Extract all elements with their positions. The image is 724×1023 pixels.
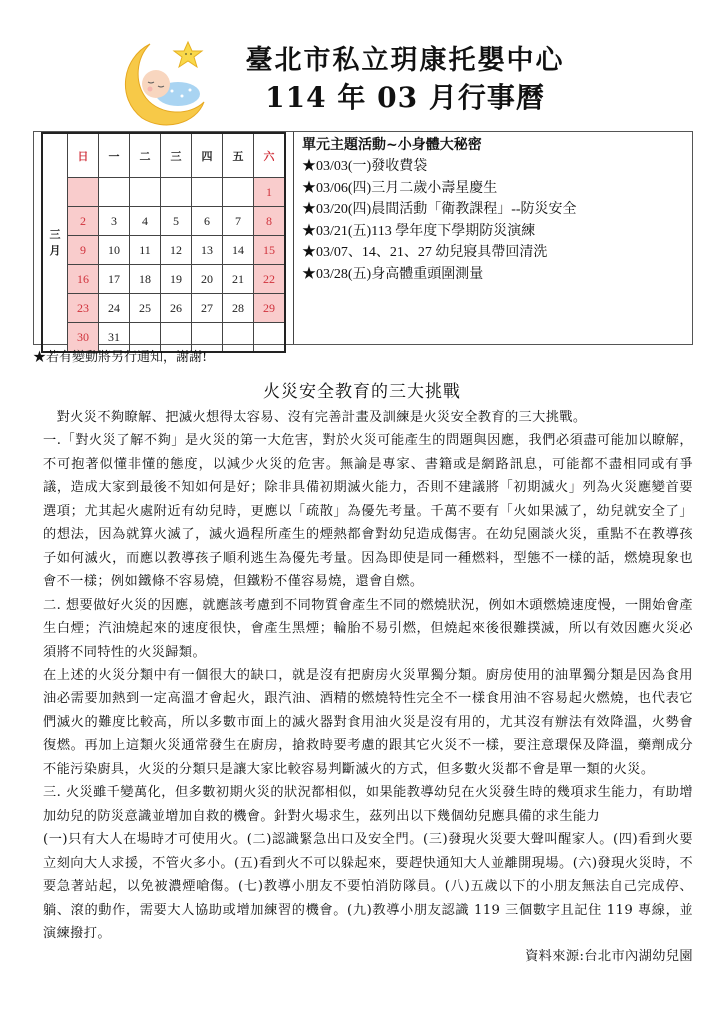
weekday-sat: 六 bbox=[254, 133, 286, 178]
weekday-header-row bbox=[42, 133, 285, 178]
day-cell: 26 bbox=[161, 294, 192, 323]
day-cell: 1 bbox=[254, 178, 286, 207]
day-cell: 7 bbox=[223, 207, 254, 236]
day-cell: 28 bbox=[223, 294, 254, 323]
calendar-table bbox=[41, 132, 286, 353]
day-cell: 31 bbox=[99, 323, 130, 353]
day-cell: 22 bbox=[254, 265, 286, 294]
day-cell: 16 bbox=[68, 265, 99, 294]
weekday-fri: 五 bbox=[223, 133, 254, 178]
article-heading: 火災安全教育的三大挑戰 bbox=[263, 382, 461, 402]
day-cell bbox=[130, 178, 161, 207]
article-body bbox=[43, 406, 693, 969]
day-cell: 2 bbox=[68, 207, 99, 236]
article-source: 資料來源:台北市內湖幼兒園 bbox=[525, 949, 693, 965]
event-item: ★03/06(四)三月二歲小壽星慶生 bbox=[302, 180, 498, 196]
article-paragraph: 三. 火災雖千變萬化，但多數初期火災的狀況都相似，如果能教導幼兒在火災發生時的幾項求生能力，有助增加幼兒的防災意識並增加自救的機會。針對火場求生，茲列出以下幾個幼兒應具備的求生能力 bbox=[43, 785, 693, 824]
calendar-week bbox=[42, 207, 285, 236]
day-cell bbox=[223, 178, 254, 207]
weekday-sun: 日 bbox=[68, 133, 99, 178]
event-item: ★03/20(四)晨間活動「衛教課程」--防災安全 bbox=[302, 202, 577, 217]
event-item: ★03/28(五)身高體重頭圍測量 bbox=[302, 266, 484, 282]
day-cell: 15 bbox=[254, 236, 286, 265]
day-cell: 10 bbox=[99, 236, 130, 265]
day-cell: 12 bbox=[161, 236, 192, 265]
event-item: ★03/07、14、21、27 幼兒寢具帶回清洗 bbox=[302, 245, 548, 260]
day-cell: 19 bbox=[161, 265, 192, 294]
article-paragraph: 對火災不夠瞭解、把滅火想得太容易、沒有完善計畫及訓練是火災安全教育的三大挑戰。 bbox=[43, 410, 587, 425]
day-cell: 20 bbox=[192, 265, 223, 294]
events-title: 單元主題活動~小身體大秘密 bbox=[302, 137, 482, 153]
article-paragraph: 一.「對火災了解不夠」是火災的第一大危害，對於火災可能產生的問題與因應，我們必須盡可能加以瞭解，不可抱著似懂非懂的態度，以減少火災的危害。無論是專家、書籍或是網路訊息，可能都不盡相同或有爭議，造成大家到最後不知如何是好；除非具備初期滅火能力，否則不建議將「初期滅火」列為火災應變首要選項；尤其起火處附近有幼兒時，更應以「疏散」為優先考量。千萬不要有「火如果滅了，幼兒就安全了」的想法，因為就算火滅了，滅火過程所產生的煙熱都會對幼兒造成傷害。在幼兒園談火災，重點不在教導孩子如何滅火，而應以教導孩子順利逃生為優先考量。因為即使是同一種燃料，型態不一樣的話，燃燒現象也會不一樣；例如鐵條不容易燒，但鐵粉不僅容易燒，還會自燃。 bbox=[43, 433, 693, 590]
page-title: 臺北市私立玥康托嬰中心 bbox=[245, 45, 565, 76]
day-cell: 23 bbox=[68, 294, 99, 323]
month-label: 三月 bbox=[42, 133, 68, 352]
baby-sleeping-on-moon-icon bbox=[112, 36, 218, 130]
event-item: ★03/21(五)113 學年度下學期防災演練 bbox=[302, 223, 536, 239]
article-paragraph: 在上述的火災分類中有一個很大的缺口，就是沒有把廚房火災單獨分類。廚房使用的油單獨分類是因為食用油必需要加熱到一定高溫才會起火，跟汽油、酒精的燃燒特性完全不一樣食用油不容易起火燃燒，也代表它們滅火的難度比較高，所以多數市面上的滅火器對食用油火災是沒有用的，尤其沒有辦法有效降溫，火勢會復燃。再加上這類火災通常發生在廚房，搶救時要考慮的跟其它火災不一樣，要注意環保及降溫，藥劑成分不能污染廚具，火災的分類只是讓大家比較容易判斷滅火的方式，但多數火災都不會是單一類的火災。 bbox=[43, 667, 693, 777]
day-cell bbox=[68, 178, 99, 207]
article-paragraph: (一)只有大人在場時才可使用火。(二)認識緊急出口及安全門。(三)發現火災要大聲叫醒家人。(四)看到火要立刻向大人求援，不管火多小。(五)看到火不可以躲起來，要趕快通知大人並離開現場。(六)發現火災時，不要急著站起，以免被濃煙嗆傷。(七)教導小朋友不要怕消防隊員。(八)五歲以下的小朋友無法自己完成停、 躺、滾的動作，需要大人協助或增加練習的機會。(九)教導小朋友認識 119 三個數字且記住 119 專線，並演練撥打。 bbox=[43, 832, 693, 941]
day-cell bbox=[254, 323, 286, 353]
page-subtitle: 114 年 03 月行事曆 bbox=[265, 81, 545, 114]
change-notice: ★若有變動將另行通知，謝謝! bbox=[33, 350, 208, 365]
day-cell: 13 bbox=[192, 236, 223, 265]
day-cell: 9 bbox=[68, 236, 99, 265]
day-cell: 11 bbox=[130, 236, 161, 265]
day-cell: 8 bbox=[254, 207, 286, 236]
weekday-tue: 二 bbox=[130, 133, 161, 178]
day-cell: 4 bbox=[130, 207, 161, 236]
calendar-week bbox=[42, 294, 285, 323]
calendar-week bbox=[42, 236, 285, 265]
day-cell: 30 bbox=[68, 323, 99, 353]
day-cell: 24 bbox=[99, 294, 130, 323]
day-cell: 27 bbox=[192, 294, 223, 323]
day-cell bbox=[99, 178, 130, 207]
logo bbox=[112, 36, 218, 130]
events-panel bbox=[293, 132, 692, 344]
day-cell: 5 bbox=[161, 207, 192, 236]
day-cell: 14 bbox=[223, 236, 254, 265]
day-cell bbox=[223, 323, 254, 353]
day-cell bbox=[161, 178, 192, 207]
day-cell: 6 bbox=[192, 207, 223, 236]
day-cell: 25 bbox=[130, 294, 161, 323]
event-item: ★03/03(一)發收費袋 bbox=[302, 159, 428, 174]
day-cell: 18 bbox=[130, 265, 161, 294]
weekday-mon: 一 bbox=[99, 133, 130, 178]
calendar-week bbox=[42, 265, 285, 294]
article-paragraph: 二. 想要做好火災的因應，就應該考慮到不同物質會產生不同的燃燒狀況，例如木頭燃燒速度慢，一開始會產生白煙；汽油燒起來的速度很快，會產生黑煙；輪胎不易引燃，但燒起來後很難撲滅，所以有效因應火災必須將不同特性的火災歸類。 bbox=[43, 597, 693, 660]
weekday-wed: 三 bbox=[161, 133, 192, 178]
calendar-week bbox=[42, 178, 285, 207]
day-cell: 29 bbox=[254, 294, 286, 323]
day-cell: 21 bbox=[223, 265, 254, 294]
weekday-thu: 四 bbox=[192, 133, 223, 178]
day-cell: 3 bbox=[99, 207, 130, 236]
day-cell bbox=[192, 178, 223, 207]
day-cell: 17 bbox=[99, 265, 130, 294]
